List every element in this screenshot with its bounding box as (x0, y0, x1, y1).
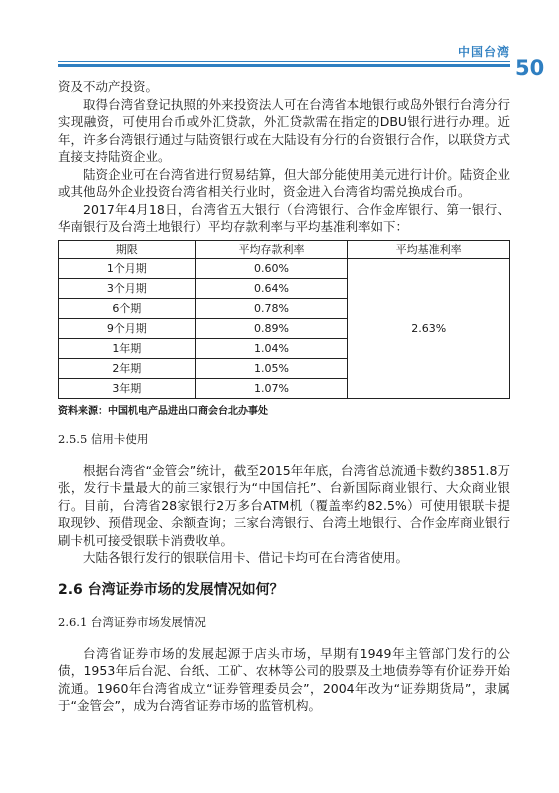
page-number: 50 (515, 56, 545, 80)
deposit-rate-cell: 1.05% (195, 358, 348, 378)
header-rule-thick (58, 64, 510, 67)
deposit-rate-cell: 0.89% (195, 318, 348, 338)
paragraph: 台湾省证券市场的发展起源于店头市场，早期有1949年主管部门发行的公债，1953年后台泥、台纸、工矿、农林等公司的股票及土地债券等有价证券开始流通。1960年台湾省成立“证券管理委员会”，2004年改为“证券期货局”，隶属于“金管会”，成为台湾省证券市场的监管机构。 (58, 645, 510, 713)
term-cell: 2年期 (59, 358, 196, 378)
header-section-label: 中国台湾 (457, 45, 510, 59)
table-source-note: 资料来源：中国机电产品进出口商会台北办事处 (58, 405, 268, 417)
paragraph: 资及不动产投资。 (58, 79, 159, 94)
paragraph: 取得台湾省登记执照的外来投资法人可在台湾省本地银行或岛外银行台湾分行实现融资，可使用台币或外汇贷款，外汇贷款需在指定的DBU银行进行办理。近年，许多台湾银行通过与陆资银行或在大陆设有分行的台资银行合作，以联贷方式直接支持陆资企业。 (58, 96, 510, 164)
term-cell: 3个月期 (59, 278, 196, 298)
header-rule-thin (58, 61, 510, 62)
deposit-rate-cell: 0.64% (195, 278, 348, 298)
term-cell: 9个月期 (59, 318, 196, 338)
table-row (59, 258, 510, 278)
table-header-base-rate: 平均基准利率 (348, 240, 510, 258)
deposit-rate-cell: 0.60% (195, 258, 348, 278)
term-cell: 1年期 (59, 338, 196, 358)
term-cell: 3年期 (59, 378, 196, 398)
base-rate-cell: 2.63% (348, 258, 510, 398)
paragraph: 大陆各银行发行的银联信用卡、借记卡均可在台湾省使用。 (83, 550, 409, 565)
table-header-term: 期限 (59, 240, 196, 258)
page-content (58, 78, 510, 715)
deposit-rate-cell: 1.07% (195, 378, 348, 398)
paragraph: 根据台湾省“金管会”统计，截至2015年年底，台湾省总流通卡数约3851.8万张，发行卡量最大的前三家银行为“中国信托”、台新国际商业银行、大众商业银行。目前，台湾省28家银行2万多台ATM机（覆盖率约82.5%）可使用银联卡提取现钞、预借现金、余额查询；三家台湾银行、台湾土地银行、合作金库商业银行刷卡机可接受银联卡消费收单。 (58, 462, 510, 548)
paragraph: 2017年4月18日，台湾省五大银行（台湾银行、合作金库银行、第一银行、华南银行及台湾土地银行）平均存款利率与平均基准利率如下： (58, 201, 510, 234)
term-cell: 1个月期 (59, 258, 196, 278)
deposit-rate-cell: 0.78% (195, 298, 348, 318)
deposit-rate-cell: 1.04% (195, 338, 348, 358)
paragraph: 陆资企业可在台湾省进行贸易结算，但大部分能使用美元进行计价。陆资企业或其他岛外企业投资台湾省相关行业时，资金进入台湾省均需兑换成台币。 (58, 166, 510, 199)
section-heading-2-6-1: 2.6.1 台湾证券市场发展情况 (58, 614, 206, 629)
table-header-row (59, 240, 510, 258)
term-cell: 6个期 (59, 298, 196, 318)
section-heading-2-6: 2.6 台湾证券市场的发展情况如何？ (58, 581, 284, 598)
interest-rate-table (58, 240, 510, 399)
table-header-deposit-rate: 平均存款利率 (195, 240, 348, 258)
section-heading-2-5-5: 2.5.5 信用卡使用 (58, 431, 149, 446)
